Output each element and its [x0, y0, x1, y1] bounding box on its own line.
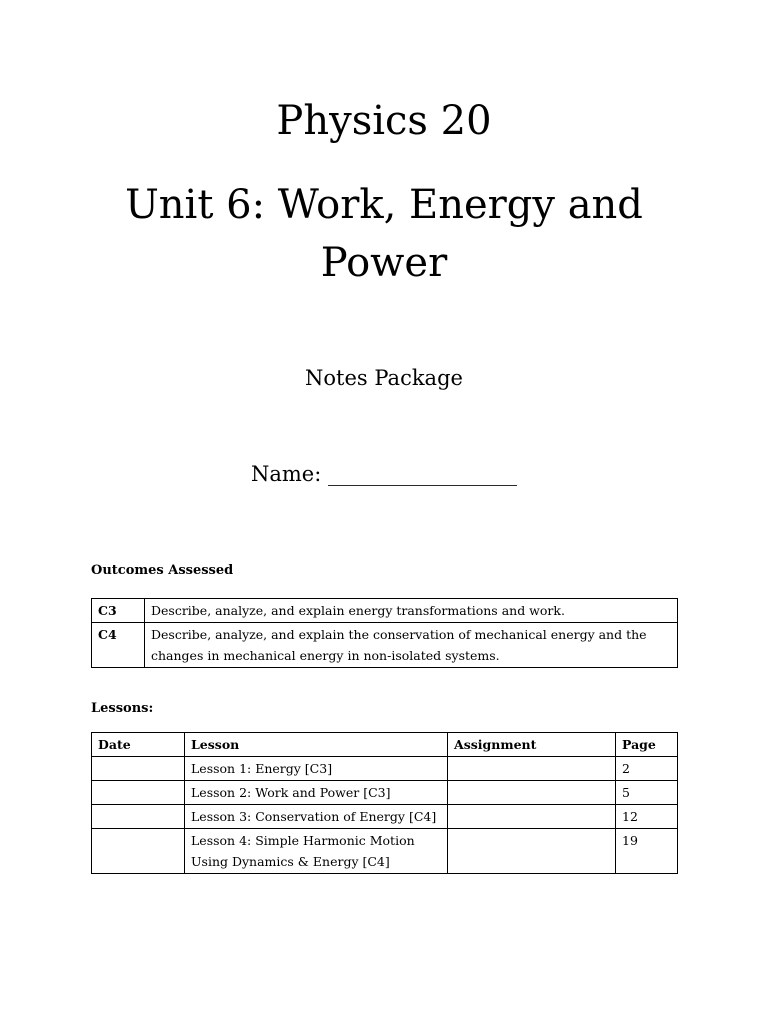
lesson-page: 2: [616, 757, 678, 781]
lesson-page: 12: [616, 805, 678, 829]
lesson-title: Lesson 3: Conservation of Energy [C4]: [185, 805, 448, 829]
lesson-date: [92, 829, 185, 874]
column-header-page: Page: [616, 733, 678, 757]
outcome-code: C4: [92, 623, 145, 668]
table-row: [92, 781, 678, 805]
lesson-assignment: [448, 829, 616, 874]
table-row: [92, 829, 678, 874]
column-header-assignment: Assignment: [448, 733, 616, 757]
table-header-row: [92, 733, 678, 757]
outcome-description: Describe, analyze, and explain energy transformations and work.: [145, 599, 678, 623]
lesson-title: Lesson 1: Energy [C3]: [185, 757, 448, 781]
lesson-assignment: [448, 805, 616, 829]
outcome-code: C3: [92, 599, 145, 623]
column-header-date: Date: [92, 733, 185, 757]
table-row: [92, 623, 678, 668]
table-row: [92, 805, 678, 829]
outcomes-heading: Outcomes Assessed: [91, 563, 234, 578]
lesson-date: [92, 757, 185, 781]
lesson-assignment: [448, 781, 616, 805]
table-row: [92, 757, 678, 781]
outcomes-table: [91, 598, 678, 668]
outcome-description: Describe, analyze, and explain the conservation of mechanical energy and the changes in mechanical energy in non-isolated systems.: [145, 623, 678, 668]
lesson-page: 19: [616, 829, 678, 874]
column-header-lesson: Lesson: [185, 733, 448, 757]
table-row: [92, 599, 678, 623]
lesson-page: 5: [616, 781, 678, 805]
lessons-heading: Lessons:: [91, 701, 154, 716]
document-subtitle: Notes Package: [305, 366, 463, 390]
unit-title: [0, 176, 768, 292]
lesson-title: Lesson 2: Work and Power [C3]: [185, 781, 448, 805]
document-title: Physics 20: [276, 98, 492, 144]
lessons-table: [91, 732, 678, 874]
unit-title-line-1: Unit 6: Work, Energy and: [125, 182, 643, 228]
lesson-assignment: [448, 757, 616, 781]
lesson-date: [92, 805, 185, 829]
lesson-title: Lesson 4: Simple Harmonic Motion Using Dynamics & Energy [C4]: [185, 829, 448, 874]
name-field: Name: __________________: [251, 462, 517, 486]
unit-title-line-2: Power: [320, 240, 448, 286]
lesson-date: [92, 781, 185, 805]
